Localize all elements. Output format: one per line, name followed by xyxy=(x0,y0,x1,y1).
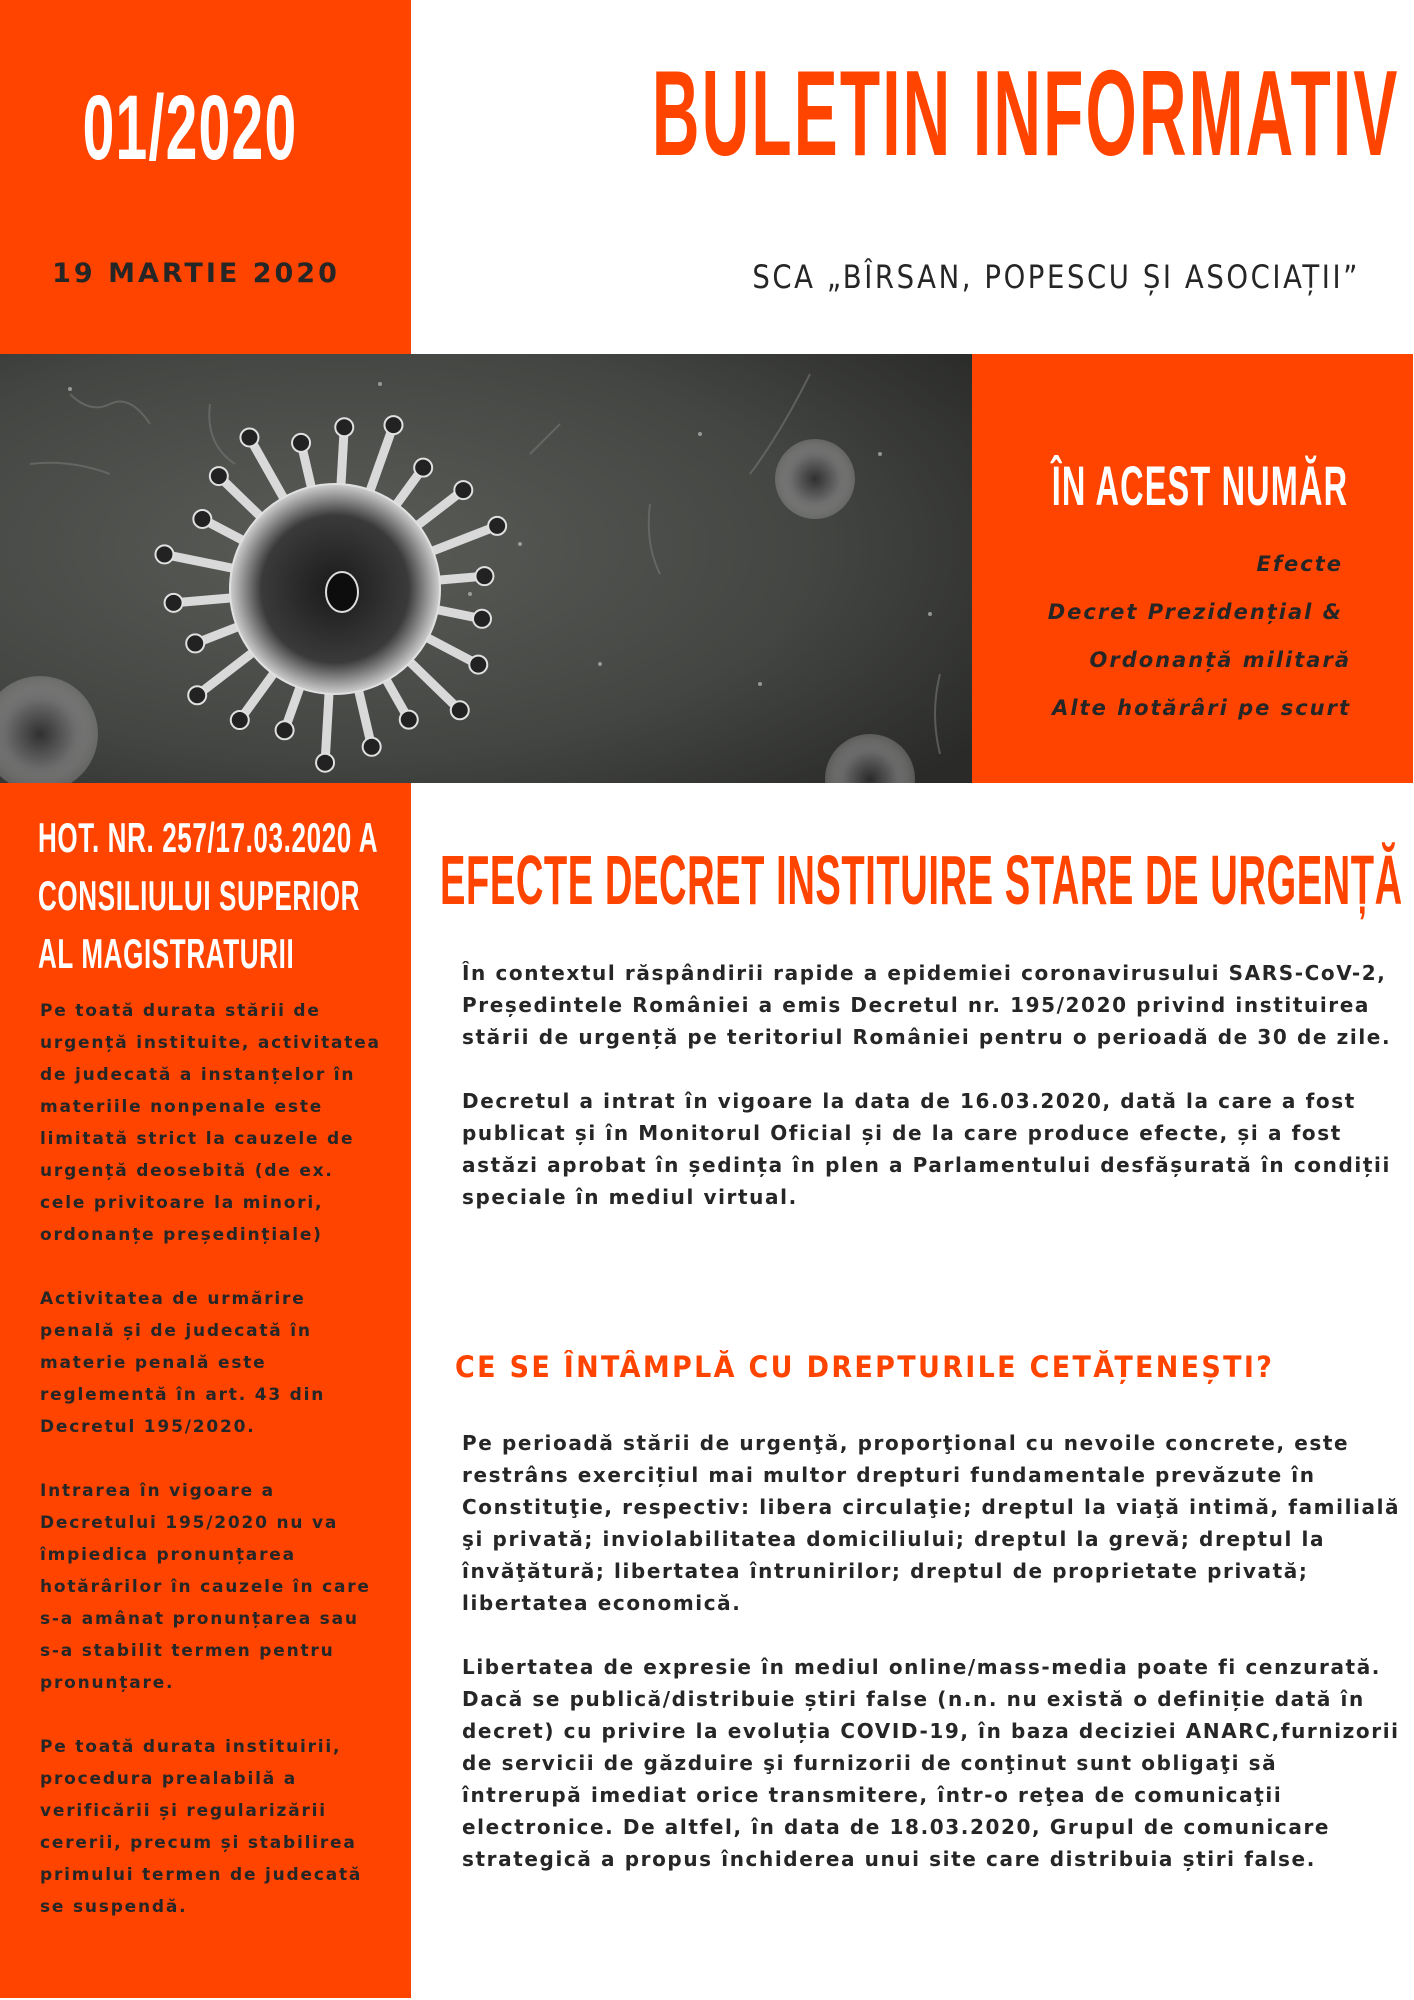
sidebar-title: HOT. NR. 257/17.03.2020 A CONSILIULUI SUPERIOR AL MAGISTRATURII xyxy=(38,814,378,977)
sidebar-paragraph: Pe toată durata instituirii, procedura prealabilă a verificării și regularizării cererii, precum și stabilirea primului termen de judecată se suspendă. xyxy=(40,1737,363,1917)
virus-spike-tip xyxy=(475,567,493,585)
virus-spike-tip xyxy=(240,428,258,446)
virus-spike-tip xyxy=(451,701,469,719)
virus-spike-tip xyxy=(186,634,204,652)
sidebar xyxy=(0,783,411,1998)
virus-illustration-icon xyxy=(0,354,972,783)
virus-spike-tip xyxy=(454,481,472,499)
article-paragraph: În contextul răspândirii rapide a epidemiei coronavirusului SARS-CoV-2, Președintele României a emis Decretul nr. 195/2020 privind instituirea stării de urgență pe teritoriul României pentru o perioadă de 30 de zile. xyxy=(462,961,1392,1049)
section-paragraph: Libertatea de expresie în mediul online/mass-media poate fi cenzurată. Dacă se publică/distribuie știri false (n.n. nu există o definiție dată în decret) cu privire la evoluția COVID-19, în baza deciziei ANARC,furnizorii de servicii de găzduire şi furnizorii de conţinut sunt obligaţi să întrerupă imediat orice transmitere, într-o reţea de comunicaţii electronice. De altfel, în data de 18.03.2020, Grupul de comunicare strategică a propus închiderea unui site care distribuia știri false. xyxy=(462,1655,1400,1871)
sidebar-paragraph: Activitatea de urmărire penală și de judecată în materie penală este reglementă în art. 43 din Decretul 195/2020. xyxy=(40,1289,326,1437)
issue-box xyxy=(0,0,411,354)
virus-spike-tip xyxy=(316,754,334,772)
virus-spike-tip xyxy=(414,459,432,477)
article-intro xyxy=(462,957,1402,1245)
virus-spike-tip xyxy=(165,594,183,612)
virus-spike-tip xyxy=(384,416,402,434)
virus-spike-tip xyxy=(469,656,487,674)
virus-spike-tip xyxy=(400,711,418,729)
section-heading: CE SE ÎNTÂMPLĂ CU DREPTURILE CETĂȚENEȘTI? xyxy=(455,1350,1275,1384)
virus-spike-tip xyxy=(335,418,353,436)
section-body xyxy=(462,1427,1402,1907)
in-this-issue-box xyxy=(972,354,1413,783)
toc-item[interactable]: Decret Prezidențial & xyxy=(1047,600,1343,624)
firm-name: SCA „BÎRSAN, POPESCU ȘI ASOCIAȚII” xyxy=(752,258,1360,296)
virus-spike-tip xyxy=(488,517,506,535)
virus-spike xyxy=(325,684,330,763)
virus-spike-tip xyxy=(292,434,310,452)
article-title: EFECTE DECRET INSTITUIRE STARE DE URGENȚĂ xyxy=(440,841,1403,919)
issue-date: 19 MARTIE 2020 xyxy=(52,258,340,289)
virus-spike-tip xyxy=(188,686,206,704)
sidebar-paragraph: Intrarea în vigoare a Decretului 195/2020 nu va împiedica pronunțarea hotărârilor în cauzele în care s-a amânat pronunțarea sau s-a stabilit termen pentru pronunțare. xyxy=(40,1481,371,1693)
coronavirus-image xyxy=(0,354,972,783)
newsletter-title: BULETIN INFORMATIV xyxy=(651,45,1400,181)
article-paragraph: Decretul a intrat în vigoare la data de 16.03.2020, dată la care a fost publicat și în Monitorul Oficial și de la care produce efecte, și a fost astăzi aprobat în ședința în plen a Parlamentului desfășurată în condiții speciale în mediul virtual. xyxy=(462,1089,1391,1209)
toc-item[interactable]: Efecte xyxy=(1256,552,1343,576)
virus-spike-tip xyxy=(155,545,173,563)
virus-spike-tip xyxy=(210,467,228,485)
issue-number: 01/2020 xyxy=(82,77,298,179)
sidebar-paragraph: Pe toată durata stării de urgență instituite, activitatea de judecată a instanțelor în materiile nonpenale este limitată strict la cauzele de urgență deosebită (de ex. cele privitoare la minori, ordonanțe președințiale) xyxy=(40,1001,381,1245)
toc-item[interactable]: Ordonanță militară xyxy=(1089,648,1351,672)
virus-spike-tip xyxy=(363,738,381,756)
sidebar-body xyxy=(40,995,385,1955)
toc-item[interactable]: Alte hotărâri pe scurt xyxy=(1052,696,1351,720)
virus-spike-tip xyxy=(231,711,249,729)
section-paragraph: Pe perioadă stării de urgenţă, proporţional cu nevoile concrete, este restrâns exercițiul mai multor drepturi fundamentale prevăzute în Constituţie, respectiv: libera circulaţie; dreptul la viaţă intimă, familială şi privată; inviolabilitatea domiciliului; dreptul la grevă; dreptul la învăţătură; libertatea întrunirilor; dreptul de proprietate privată; libertatea economică. xyxy=(462,1431,1401,1615)
virus-spike-tip xyxy=(276,721,294,739)
virus-spike-tip xyxy=(473,610,491,628)
toc-title: ÎN ACEST NUMĂR xyxy=(1051,454,1348,517)
virus-spike-tip xyxy=(193,510,211,528)
